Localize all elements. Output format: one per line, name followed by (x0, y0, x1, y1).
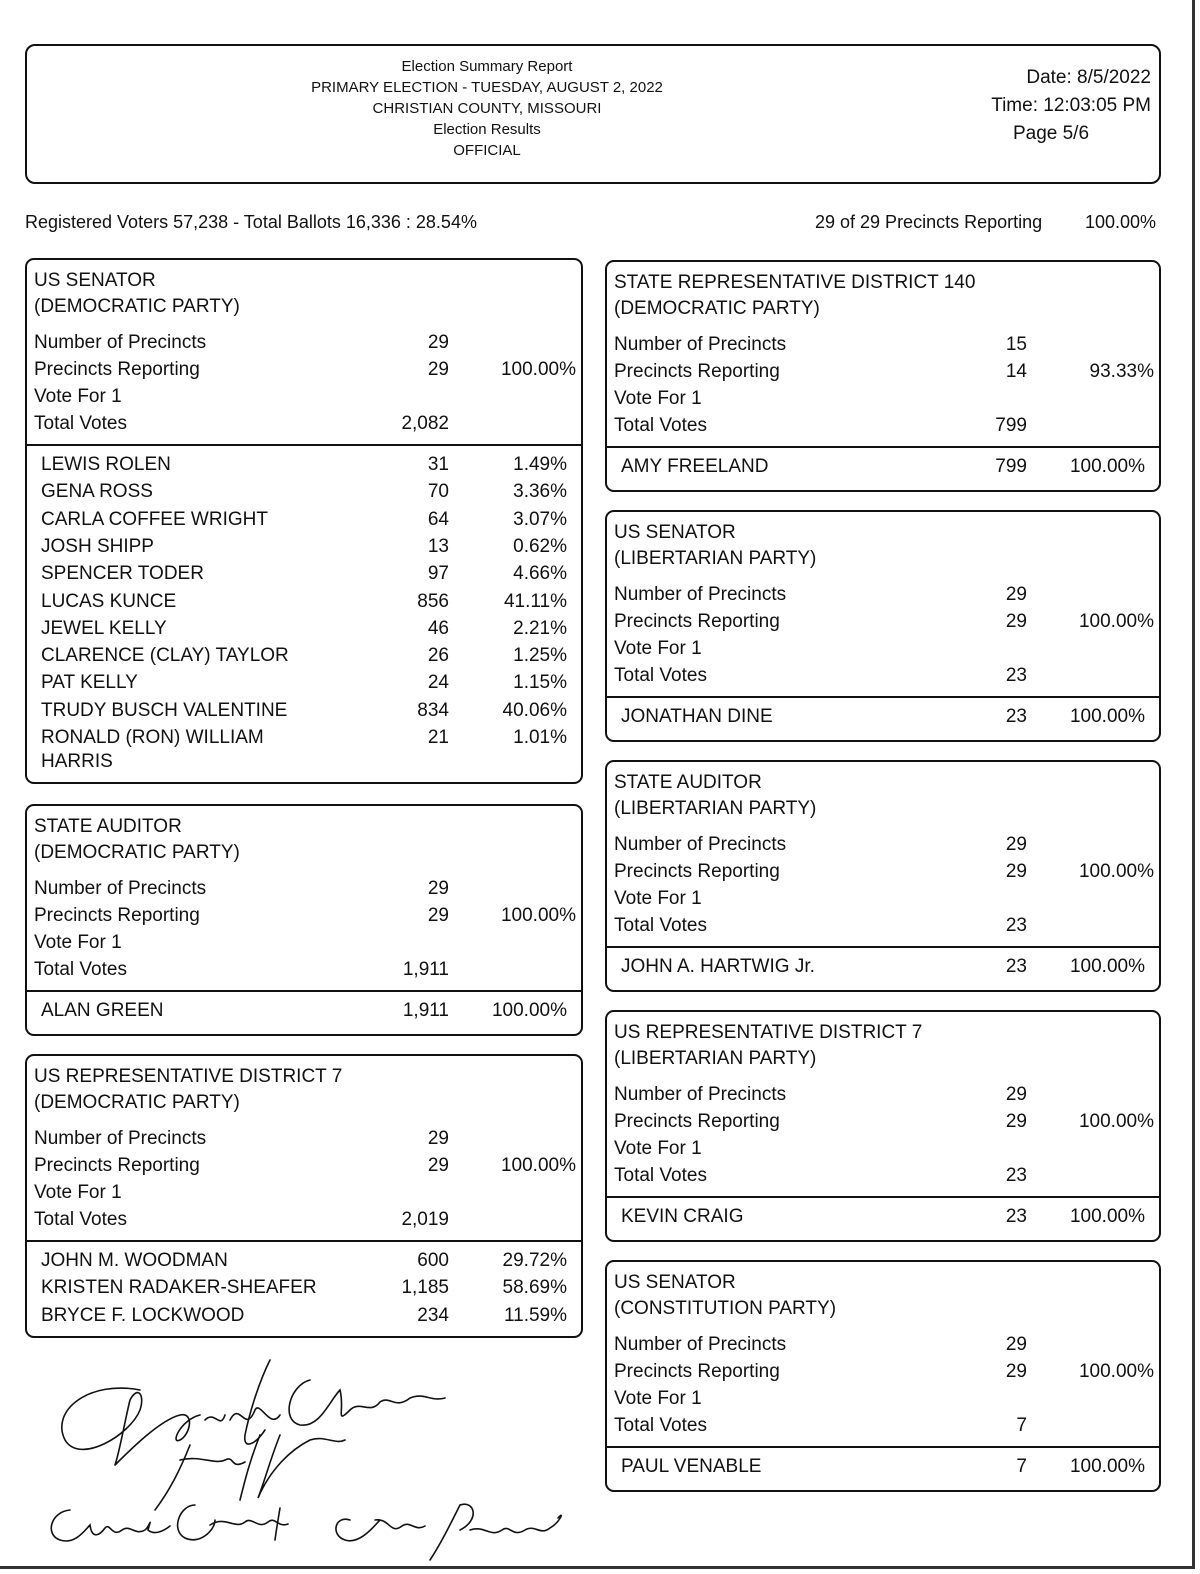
candidate-name: KRISTEN RADAKER-SHEAFER (41, 1277, 317, 1299)
total-votes-value: 23 (1005, 1165, 1027, 1186)
candidate-name: LEWIS ROLEN (41, 454, 171, 475)
contest-office: STATE AUDITOR (34, 816, 182, 837)
vote-for-label: Vote For 1 (34, 932, 122, 953)
number-of-precincts-label: Number of Precincts (614, 334, 787, 355)
contest-office: US SENATOR (614, 522, 736, 543)
candidate-percent: 41.11% (503, 590, 567, 612)
contest-title (614, 770, 816, 822)
precincts-reporting-percent: 100.00% (500, 359, 576, 380)
precincts-summary-pct: 100.00% (1085, 212, 1157, 232)
candidate-votes: 1,185 (401, 1277, 449, 1299)
candidate-votes: 26 (427, 645, 449, 667)
candidate-percent: 100.00% (1069, 1456, 1145, 1477)
total-votes-label: Total Votes (34, 959, 127, 980)
contest-office: US REPRESENTATIVE DISTRICT 7 (34, 1066, 343, 1087)
candidate-votes: 24 (427, 672, 449, 694)
number-of-precincts-label: Number of Precincts (34, 1128, 207, 1149)
contest-box (25, 258, 583, 784)
total-votes-value: 2,082 (401, 413, 449, 434)
contest-box (605, 760, 1161, 992)
candidate-votes: 13 (427, 535, 449, 557)
report-meta (951, 64, 1151, 148)
candidate-name: PAUL VENABLE (621, 1456, 762, 1477)
candidate-percent: 4.66% (513, 563, 567, 585)
candidate-name: JOSH SHIPP (41, 535, 154, 557)
contest-divider (607, 1196, 1159, 1198)
contest-divider (27, 444, 581, 446)
contest-party: (DEMOCRATIC PARTY) (34, 296, 240, 317)
precincts-reporting-value: 29 (1005, 861, 1027, 882)
precincts-reporting-percent: 100.00% (1078, 611, 1154, 632)
candidate-votes: 46 (427, 617, 449, 639)
contest-divider (607, 696, 1159, 698)
candidate-name: PAT KELLY (41, 672, 138, 694)
candidate-percent: 58.69% (502, 1277, 567, 1299)
candidate-name: SPENCER TODER (41, 563, 204, 585)
candidate-votes: 834 (417, 699, 449, 721)
vote-for-label: Vote For 1 (34, 386, 122, 407)
candidate-votes: 7 (1016, 1456, 1027, 1477)
report-date: Date: 8/5/2022 (1026, 67, 1151, 88)
number-of-precincts-value: 29 (1005, 584, 1027, 605)
contest-box (605, 1260, 1161, 1492)
contest-box (605, 1010, 1161, 1242)
candidate-percent: 100.00% (1069, 706, 1145, 727)
report-title-block (247, 56, 727, 161)
candidate-votes: 1,911 (402, 1000, 449, 1021)
report-time: Time: 12:03:05 PM (991, 95, 1151, 116)
candidate-votes: 799 (995, 456, 1027, 477)
contest-box (25, 1054, 583, 1338)
contest-party: (DEMOCRATIC PARTY) (34, 1092, 240, 1113)
candidate-name: BRYCE F. LOCKWOOD (41, 1304, 245, 1326)
precincts-reporting-label: Precincts Reporting (34, 905, 200, 926)
total-votes-label: Total Votes (34, 413, 127, 434)
candidate-percent: 2.21% (513, 617, 567, 639)
candidate-votes: 64 (427, 508, 449, 530)
number-of-precincts-label: Number of Precincts (34, 332, 207, 353)
candidate-name: JOHN M. WOODMAN (41, 1250, 228, 1271)
candidate-percent: 11.59% (503, 1304, 567, 1326)
report-title: Election Summary Report (401, 58, 573, 75)
precincts-reporting-label: Precincts Reporting (614, 1111, 780, 1132)
candidate-name: JEWEL KELLY (41, 617, 167, 639)
number-of-precincts-label: Number of Precincts (614, 834, 787, 855)
contest-office: STATE REPRESENTATIVE DISTRICT 140 (614, 272, 976, 293)
candidate-votes: 234 (417, 1304, 449, 1326)
precincts-reporting-value: 29 (427, 1155, 449, 1176)
candidate-percent: 100.00% (1069, 456, 1145, 477)
number-of-precincts-value: 29 (427, 878, 449, 899)
vote-for-label: Vote For 1 (614, 1138, 702, 1159)
candidate-name: JOHN A. HARTWIG Jr. (621, 956, 815, 977)
contest-title (34, 1064, 342, 1116)
candidate-name: RONALD (RON) WILLIAM (41, 727, 264, 748)
total-votes-label: Total Votes (614, 1165, 707, 1186)
contest-office: STATE AUDITOR (614, 772, 762, 793)
total-votes-label: Total Votes (614, 915, 707, 936)
contest-box (605, 510, 1161, 742)
vote-for-label: Vote For 1 (614, 638, 702, 659)
number-of-precincts-value: 15 (1005, 334, 1027, 355)
contest-title (34, 268, 240, 320)
precincts-reporting-percent: 93.33% (1089, 361, 1154, 382)
precincts-reporting-label: Precincts Reporting (614, 861, 780, 882)
candidate-votes: 97 (427, 563, 449, 585)
contest-title (614, 1020, 922, 1072)
candidate-name: LUCAS KUNCE (41, 590, 177, 612)
turnout-summary: Registered Voters 57,238 - Total Ballots 16,336 : 28.54% (25, 212, 477, 232)
candidate-percent: 1.15% (513, 672, 567, 694)
contest-office: US SENATOR (614, 1272, 736, 1293)
precincts-reporting-percent: 100.00% (1078, 1361, 1154, 1382)
precincts-reporting-value: 29 (427, 905, 449, 926)
number-of-precincts-label: Number of Precincts (614, 1334, 787, 1355)
contest-divider (607, 946, 1159, 948)
total-votes-label: Total Votes (614, 1415, 707, 1436)
candidate-name: CLARENCE (CLAY) TAYLOR (41, 645, 289, 667)
total-votes-value: 1,911 (402, 959, 449, 980)
total-votes-value: 7 (1016, 1415, 1027, 1436)
candidate-name: ALAN GREEN (41, 1000, 164, 1021)
candidate-percent: 0.62% (513, 535, 567, 557)
contest-title (614, 1270, 836, 1322)
precincts-reporting-percent: 100.00% (1078, 1111, 1154, 1132)
candidate-votes: 21 (427, 727, 449, 748)
precincts-reporting-value: 29 (427, 359, 449, 380)
candidate-percent: 3.36% (513, 481, 567, 503)
total-votes-label: Total Votes (614, 665, 707, 686)
report-header (25, 44, 1161, 184)
contest-party: (LIBERTARIAN PARTY) (614, 798, 817, 819)
precincts-reporting-label: Precincts Reporting (614, 361, 780, 382)
precincts-reporting-percent: 100.00% (1078, 861, 1154, 882)
total-votes-label: Total Votes (34, 1209, 127, 1230)
candidate-percent: 1.25% (513, 645, 567, 667)
candidate-name: AMY FREELAND (621, 456, 769, 477)
contest-party: (LIBERTARIAN PARTY) (614, 1048, 817, 1069)
candidate-votes: 600 (417, 1250, 449, 1271)
county-name: CHRISTIAN COUNTY, MISSOURI (372, 100, 602, 117)
number-of-precincts-label: Number of Precincts (614, 584, 787, 605)
contest-party: (DEMOCRATIC PARTY) (34, 842, 240, 863)
page-number: Page 5/6 (1012, 123, 1090, 144)
contest-divider (27, 990, 581, 992)
official-signatures (30, 1340, 590, 1570)
candidate-percent: 1.01% (513, 727, 567, 748)
number-of-precincts-value: 29 (1005, 1334, 1027, 1355)
total-votes-value: 799 (995, 415, 1027, 436)
precincts-reporting-value: 29 (1005, 1361, 1027, 1382)
candidate-percent: 100.00% (1069, 1206, 1145, 1227)
vote-for-label: Vote For 1 (614, 888, 702, 909)
election-name: PRIMARY ELECTION - TUESDAY, AUGUST 2, 2022 (311, 79, 663, 96)
candidate-votes: 856 (417, 590, 449, 612)
candidate-votes: 23 (1005, 706, 1027, 727)
contest-party: (LIBERTARIAN PARTY) (614, 548, 817, 569)
precincts-reporting-percent: 100.00% (500, 1155, 576, 1176)
candidate-percent: 3.07% (513, 508, 567, 530)
candidate-percent: 100.00% (1069, 956, 1145, 977)
vote-for-label: Vote For 1 (34, 1182, 122, 1203)
candidate-name-continued: HARRIS (41, 751, 113, 772)
precincts-summary: 29 of 29 Precincts Reporting (815, 212, 1043, 232)
candidate-name: GENA ROSS (41, 481, 153, 503)
contest-office: US SENATOR (34, 270, 156, 291)
contest-title (34, 814, 240, 866)
vote-for-label: Vote For 1 (614, 1388, 702, 1409)
results-label: Election Results (433, 121, 541, 138)
official-label: OFFICIAL (453, 142, 521, 159)
number-of-precincts-value: 29 (1005, 1084, 1027, 1105)
candidate-votes: 70 (427, 481, 449, 503)
contest-title (614, 520, 816, 572)
number-of-precincts-value: 29 (427, 332, 449, 353)
precincts-reporting-label: Precincts Reporting (614, 611, 780, 632)
precincts-reporting-value: 14 (1005, 361, 1027, 382)
candidate-votes: 23 (1005, 956, 1027, 977)
candidate-votes: 23 (1005, 1206, 1027, 1227)
precincts-reporting-value: 29 (1005, 611, 1027, 632)
candidate-name: TRUDY BUSCH VALENTINE (41, 699, 288, 721)
precincts-reporting-value: 29 (1005, 1111, 1027, 1132)
candidate-name: CARLA COFFEE WRIGHT (41, 508, 268, 530)
contest-box (605, 260, 1161, 492)
precincts-reporting-percent: 100.00% (500, 905, 576, 926)
total-votes-value: 23 (1005, 915, 1027, 936)
number-of-precincts-label: Number of Precincts (34, 878, 207, 899)
number-of-precincts-value: 29 (427, 1128, 449, 1149)
contest-title (614, 270, 975, 322)
contest-box (25, 804, 583, 1036)
total-votes-label: Total Votes (614, 415, 707, 436)
candidate-votes: 31 (427, 454, 449, 475)
vote-for-label: Vote For 1 (614, 388, 702, 409)
candidate-percent: 1.49% (513, 454, 567, 475)
precincts-reporting-label: Precincts Reporting (34, 359, 200, 380)
candidate-percent: 40.06% (502, 699, 567, 721)
total-votes-value: 23 (1005, 665, 1027, 686)
candidate-percent: 100.00% (491, 1000, 567, 1021)
contest-party: (CONSTITUTION PARTY) (614, 1298, 837, 1319)
total-votes-value: 2,019 (401, 1209, 449, 1230)
number-of-precincts-label: Number of Precincts (614, 1084, 787, 1105)
contest-divider (607, 1446, 1159, 1448)
contest-office: US REPRESENTATIVE DISTRICT 7 (614, 1022, 923, 1043)
contest-divider (607, 446, 1159, 448)
candidate-percent: 29.72% (502, 1250, 567, 1271)
precincts-reporting-label: Precincts Reporting (34, 1155, 200, 1176)
candidate-name: JONATHAN DINE (621, 706, 773, 727)
contest-divider (27, 1240, 581, 1242)
contest-party: (DEMOCRATIC PARTY) (614, 298, 820, 319)
number-of-precincts-value: 29 (1005, 834, 1027, 855)
candidate-name: KEVIN CRAIG (621, 1206, 744, 1227)
precincts-reporting-label: Precincts Reporting (614, 1361, 780, 1382)
